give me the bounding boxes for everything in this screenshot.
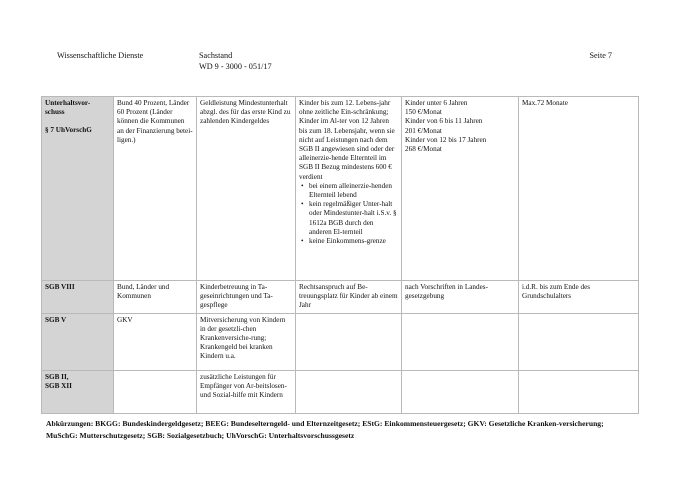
- benefits-table: [41, 96, 639, 414]
- row-header-unterhaltsvorschuss: [42, 97, 114, 281]
- amount-line: 150 €/Monat: [405, 108, 442, 117]
- row-header-text: SGB XII: [45, 381, 72, 390]
- table-cell: zusätzliche Leistungen für Empfänger von Ar-beitslosen- und Sozial-hilfe mit Kindern: [197, 370, 296, 413]
- list-item: • kein regelmäßiger Unter-halt oder Mindestunter-halt i.S.v. § 1612a BGB durch den anderen El-ternteil: [309, 200, 398, 237]
- table-cell: nach Vorschriften in Landes-gesetzgebung: [402, 281, 519, 314]
- table-row: [42, 97, 639, 281]
- row-header-sgb-viii: SGB VIII: [42, 281, 114, 314]
- header-doc-number: WD 9 - 3000 - 051/17: [199, 62, 272, 71]
- coverage-text: Krankengeld bei kranken Kindern u.a.: [200, 343, 273, 361]
- amount-line: 201 €/Monat: [405, 126, 442, 135]
- table-cell: Bund 40 Prozent, Länder 60 Prozent (Länder können die Kommunen an der Finanzierung betei-ligen.): [114, 97, 197, 281]
- list-item: • bei einem alleinerzie-henden Elternteil lebend: [309, 182, 398, 200]
- coverage-text: Mitversicherung von Kindern in der gesetzli-chen Krankenversiche-rung;: [200, 315, 286, 343]
- header-doc-type: Sachstand: [199, 51, 233, 60]
- table-cell: Max.72 Monate: [519, 97, 639, 281]
- header-page-number: Seite 7: [589, 51, 612, 60]
- table-cell: [402, 370, 519, 413]
- row-header-text: SGB II,: [45, 372, 69, 381]
- table-cell: [296, 313, 402, 370]
- table-cell: [519, 370, 639, 413]
- table-cell: [296, 97, 402, 281]
- table-cell: Kinderbetreuung in Ta-geseinrichtungen und Ta-gespflege: [197, 281, 296, 314]
- table-row: [42, 281, 639, 314]
- list-item: • keine Einkommens-grenze: [309, 237, 398, 246]
- amount-line: Kinder von 6 bis 11 Jahren: [405, 117, 483, 126]
- header-document-info: [199, 50, 272, 72]
- table-cell: [197, 313, 296, 370]
- table-cell: GKV: [114, 313, 197, 370]
- table-cell: Geldleistung Mindestunterhalt abzgl. des für das erste Kind zu zahlenden Kindergeldes: [197, 97, 296, 281]
- row-header-text: schuss: [45, 108, 65, 117]
- table-row: [42, 313, 639, 370]
- table-cell: i.d.R. bis zum Ende des Grundschulalters: [519, 281, 639, 314]
- eligibility-list: [299, 182, 398, 246]
- table-cell: [296, 370, 402, 413]
- row-header-sgb-ii-xii: [42, 370, 114, 413]
- row-header-law: § 7 UhVorschG: [45, 126, 92, 135]
- table-cell: [402, 97, 519, 281]
- amount-line: Kinder von 12 bis 17 Jahren: [405, 135, 487, 144]
- table-cell: Bund, Länder und Kommunen: [114, 281, 197, 314]
- table-cell: [519, 313, 639, 370]
- row-header-text: Unterhaltsvor-: [45, 99, 91, 107]
- eligibility-text: Kinder bis zum 12. Lebens-jahr ohne zeitliche Ein-schränkung; Kinder im Al-ter von 12 Jahren bis zum 18. Lebensjahr, wenn sie nicht auf Leistungen nach dem SGB II angewiesen sind oder der alleinerzie-hende Elternteil im SGB II Bezug mindestens 600 € verdient: [299, 99, 395, 181]
- table-row: [42, 370, 639, 413]
- row-header-sgb-v: SGB V: [42, 313, 114, 370]
- header-department: Wissenschaftliche Dienste: [57, 51, 144, 60]
- table-cell: Rechtsanspruch auf Be-treuungsplatz für Kinder ab einem Jahr: [296, 281, 402, 314]
- amount-line: 268 €/Monat: [405, 145, 442, 154]
- amount-line: Kinder unter 6 Jahren: [405, 99, 468, 107]
- abbreviations-footnote: Abkürzungen: BKGG: Bundeskindergeldgesetz; BEEG: Bundeselterngeld- und Elternzeitgesetz; EStG: Einkommensteuergesetz; GKV: Gesetzliche Kranken-versicherung; MuSchG: Mutterschutzgesetz; SGB: Sozialgesetzbuch; UhVorschG: Unterhaltsvorschussgesetz: [46, 419, 604, 440]
- table-cell: [114, 370, 197, 413]
- table-cell: [402, 313, 519, 370]
